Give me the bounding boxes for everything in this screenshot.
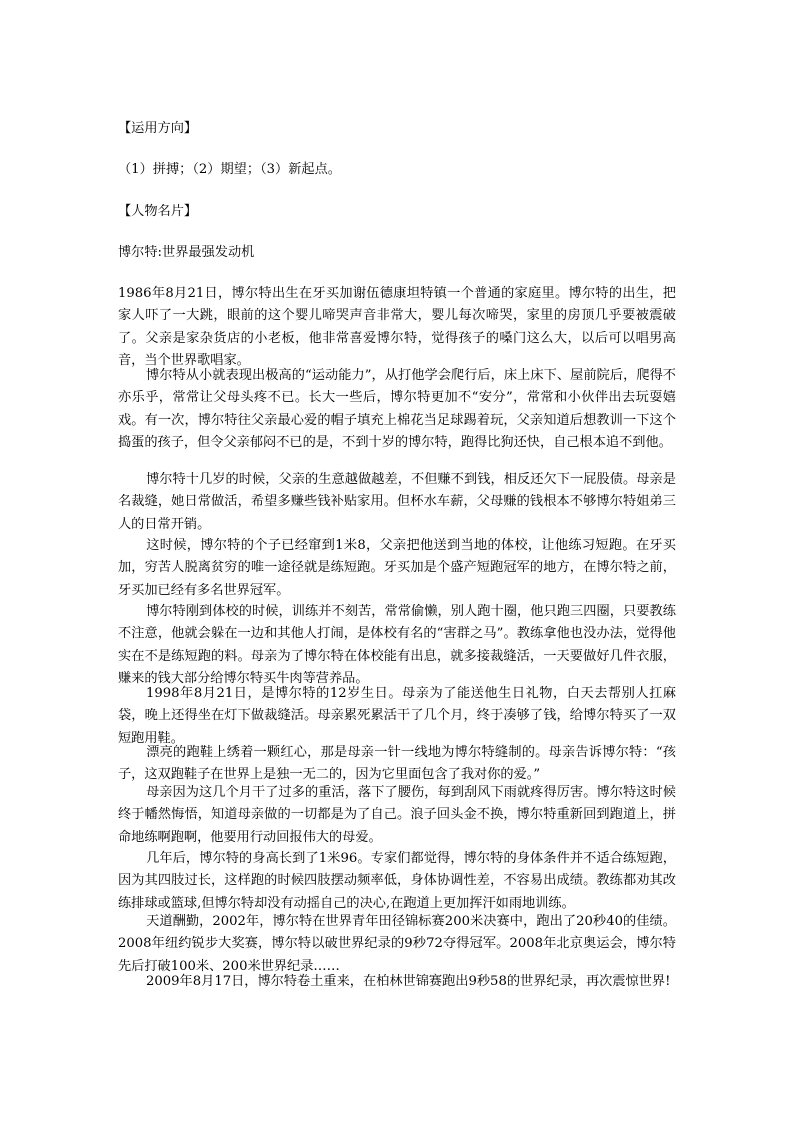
section-heading-profile: 【人物名片】 (118, 204, 198, 219)
paragraph-10: 天道酬勤，2002年，博尔特在世界青年田径锦标赛200米决赛中，跑出了20秒40的佳绩。2008年纽约锐步大奖赛，博尔特以破世界纪录的9秒72夺得冠军。2008年北京奥运会，博尔特先后打破100米、200米世界纪录…… (118, 914, 676, 974)
paragraph-5: 博尔特刚到体校的时候，训练并不刻苦，常常偷懒，别人跑十圈，他只跑三四圈，只要教练不注意，他就会躲在一边和其他人打闹，是体校有名的“害群之马”。教练拿他也没办法，觉得他实在不是练短跑的料。母亲为了博尔特在体校能有出息，就多接裁缝活，一天要做好几件衣服，赚来的钱大部分给博尔特买牛肉等营养品。 (118, 604, 676, 686)
profile-title: 博尔特:世界最强发动机 (118, 245, 255, 260)
usage-items: （1）拼搏；（2）期望；（3）新起点。 (118, 162, 341, 177)
paragraph-2: 博尔特从小就表现出极高的“运动能力”，从打他学会爬行后，床上床下、屋前院后，爬得不亦乐乎，常常让父母头疼不已。长大一些后，博尔特更加不“安分”，常常和小伙伴出去玩耍嬉戏。有一次，博尔特往父亲最心爱的帽子填充上棉花当足球踢着玩，父亲知道后想教训一下这个捣蛋的孩子，但令父亲郁闷不已的是，不到十岁的博尔特，跑得比狗还快，自己根本追不到他。 (118, 368, 676, 450)
section-heading-usage: 【运用方向】 (118, 121, 198, 136)
paragraph-6: 1998年8月21日，是博尔特的12岁生日。母亲为了能送他生日礼物，白天去帮别人扛麻袋，晚上还得坐在灯下做裁缝活。母亲累死累活干了几个月，终于凑够了钱，给博尔特买了一双短跑用鞋。 (118, 686, 676, 746)
paragraph-11: 2009年8月17日，博尔特卷土重来，在柏林世锦赛跑出9秒58的世界纪录，再次震惊世界! (146, 974, 671, 989)
paragraph-8: 母亲因为这几个月干了过多的重活，落下了腰伤，每到刮风下雨就疼得厉害。博尔特这时候终于幡然悔悟，知道母亲做的一切都是为了自己。浪子回头金不换，博尔特重新回到跑道上，拼命地练啊跑啊，他要用行动回报伟大的母爱。 (118, 785, 676, 845)
paragraph-9: 几年后，博尔特的身高长到了1米96。专家们都觉得，博尔特的身体条件并不适合练短跑，因为其四肢过长，这样跑的时候四肢摆动频率低，身体协调性差，不容易出成绩。教练都劝其改练排球或篮球,但博尔特却没有动摇自己的决心,在跑道上更加挥汗如雨地训练。 (118, 851, 676, 911)
paragraph-4: 这时候，博尔特的个子已经窜到1米8，父亲把他送到当地的体校，让他练习短跑。在牙买加，穷苦人脱离贫穷的唯一途径就是练短跑。牙买加是个盛产短跑冠军的地方，在博尔特之前，牙买加已经有多名世界冠军。 (118, 538, 676, 598)
paragraph-1: 1986年8月21日，博尔特出生在牙买加谢伍德康坦特镇一个普通的家庭里。博尔特的出生，把家人吓了一大跳，眼前的这个婴儿啼哭声音非常大，婴儿每次啼哭，家里的房顶几乎要被震破了。父亲是家杂货店的小老板，他非常喜爱博尔特，觉得孩子的嗓门这么大，以后可以唱男高音，当个世界歌唱家。 (118, 286, 676, 368)
paragraph-7: 漂亮的跑鞋上绣着一颗红心，那是母亲一针一线地为博尔特缝制的。母亲告诉博尔特：“孩子，这双跑鞋子在世界上是独一无二的，因为它里面包含了我对你的爱。” (118, 745, 676, 783)
paragraph-3: 博尔特十几岁的时候，父亲的生意越做越差，不但赚不到钱，相反还欠下一屁股债。母亲是名裁缝，她日常做活，希望多赚些钱补贴家用。但杯水车薪，父母赚的钱根本不够博尔特姐弟三人的日常开销。 (118, 472, 676, 532)
